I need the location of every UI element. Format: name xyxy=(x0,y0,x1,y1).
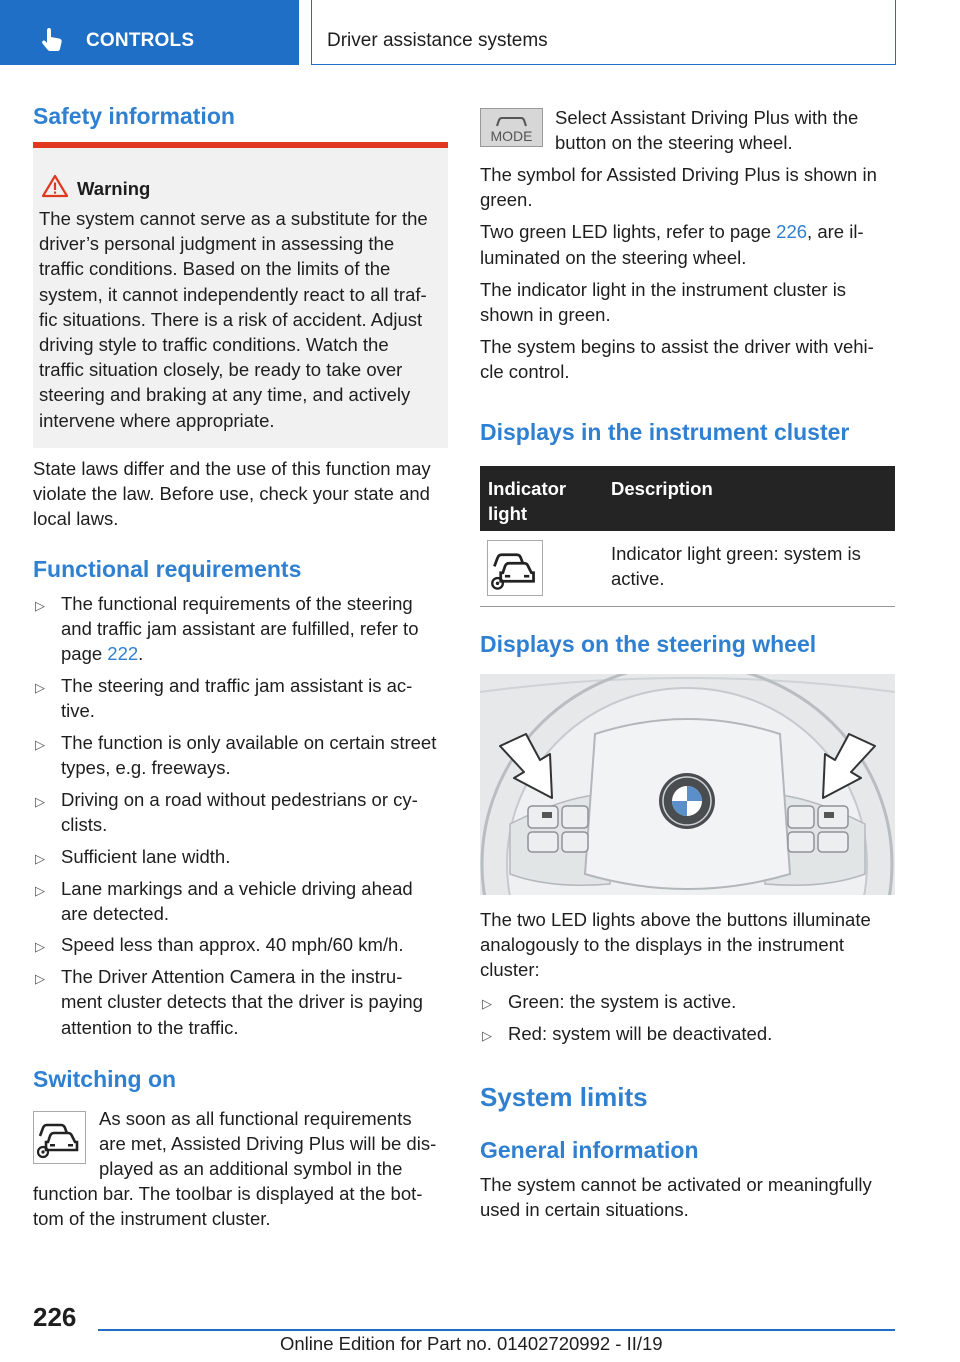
text-line: luminated on the steering wheel. xyxy=(480,246,747,268)
warning-line: driving style to traffic conditions. Watch the xyxy=(39,334,389,356)
page-link-222[interactable]: 222 xyxy=(107,643,139,665)
text-line: Speed less than approx. 40 mph/60 km/h. xyxy=(61,934,404,956)
hand-pointer-icon xyxy=(40,26,66,52)
general-information-paragraph xyxy=(480,1172,900,1222)
chapter-title: Driver assistance systems xyxy=(327,30,548,51)
chapter-title-box xyxy=(311,0,896,65)
bullet-triangle-icon: ▷ xyxy=(35,939,45,955)
steering-wheel-illustration xyxy=(480,674,895,895)
text-line: attention to the traffic. xyxy=(61,1016,239,1038)
bullet-triangle-icon: ▷ xyxy=(35,598,45,613)
text-line xyxy=(480,219,900,244)
right-paragraphs xyxy=(480,162,900,385)
text-line: The indicator light in the instrument cluster is xyxy=(480,278,847,300)
text-line: Red: system will be deactivated. xyxy=(508,1022,773,1044)
text-line: clists. xyxy=(61,814,108,836)
text-fragment: Two green LED lights, refer to page xyxy=(480,221,777,243)
page-number: 226 xyxy=(33,1302,77,1332)
mode-button-icon xyxy=(480,108,543,147)
table-cell-description xyxy=(611,541,891,591)
bullet-triangle-icon: ▷ xyxy=(482,1027,492,1043)
text-line: Green: the system is active. xyxy=(508,991,737,1012)
text-line: Indicator light green: system is xyxy=(611,543,861,564)
text-line: Sufficient lane width. xyxy=(61,845,231,867)
list-item xyxy=(33,591,451,667)
displays-wheel-heading: Displays on the steering wheel xyxy=(480,631,817,657)
text-line: As soon as all functional requirements xyxy=(99,1108,412,1129)
list-item xyxy=(33,876,451,926)
warning-line: traffic situation closely, be ready to take over xyxy=(39,359,403,381)
functional-requirements-heading: Functional requirements xyxy=(33,556,302,582)
bullet-triangle-icon: ▷ xyxy=(35,971,45,987)
bullet-triangle-icon: ▷ xyxy=(35,680,45,696)
text-line: shown in green. xyxy=(480,304,611,326)
section-tab[interactable] xyxy=(0,0,299,65)
warning-line: fic situations. There is a risk of accident. Adjust xyxy=(39,308,423,330)
text-line: types, e.g. freeways. xyxy=(61,757,231,779)
text-line: used in certain situations. xyxy=(480,1199,689,1221)
text-line: cle control. xyxy=(480,361,570,383)
footer-divider xyxy=(98,1329,895,1331)
warning-box xyxy=(33,142,448,448)
warning-triangle-icon xyxy=(41,174,69,198)
text-line: Indicator xyxy=(488,478,567,499)
text-line: light xyxy=(488,503,528,524)
bullet-triangle-icon: ▷ xyxy=(482,996,492,1011)
list-item xyxy=(480,1021,895,1046)
indicator-table xyxy=(480,466,895,607)
functional-requirements-list xyxy=(33,591,451,1046)
list-item xyxy=(33,787,451,837)
text-line: The function is only available on certain street xyxy=(61,732,437,754)
text-line: The symbol for Assisted Driving Plus is shown in xyxy=(480,164,877,185)
list-item xyxy=(480,989,895,1014)
bullet-triangle-icon: ▷ xyxy=(35,793,45,809)
table-row xyxy=(480,531,895,607)
led-description xyxy=(480,907,900,983)
page-link-226[interactable]: 226 xyxy=(776,221,808,243)
warning-line: The system cannot serve as a substitute for the xyxy=(39,208,428,229)
assisted-driving-indicator-icon xyxy=(487,540,543,596)
text-line: ment cluster detects that the driver is paying xyxy=(61,991,423,1013)
list-item xyxy=(33,673,451,723)
switching-on-paragraph-top xyxy=(99,1106,449,1182)
displays-cluster-heading: Displays in the instrument cluster xyxy=(480,419,850,445)
text-line: The steering and traffic jam assistant is ac‐ xyxy=(61,675,413,697)
text-line: function bar. The toolbar is displayed at the bot‐ xyxy=(33,1183,423,1204)
text-line: active. xyxy=(611,568,665,590)
column-header-indicator xyxy=(488,476,588,526)
text-line: tive. xyxy=(61,700,95,722)
text-line: Driving on a road without pedestrians or cy‐ xyxy=(61,788,418,810)
section-label: CONTROLS xyxy=(86,30,195,51)
bullet-triangle-icon: ▷ xyxy=(35,737,45,753)
system-limits-heading: System limits xyxy=(480,1082,648,1112)
warning-text xyxy=(39,206,447,433)
text-line: The two LED lights above the buttons illuminate xyxy=(480,909,871,930)
text-line: are detected. xyxy=(61,902,169,924)
text-line: are met, Assisted Driving Plus will be dis‐ xyxy=(99,1133,437,1155)
text-line: The Driver Attention Camera in the instru‐ xyxy=(61,966,403,988)
text-line: and traffic jam assistant are fulfilled, refer to xyxy=(61,618,419,640)
warning-line: traffic conditions. Based on the limits of the xyxy=(39,258,391,280)
text-line: State laws differ and the use of this function may xyxy=(33,458,431,479)
state-laws-paragraph xyxy=(33,456,448,532)
warning-line: steering and braking at any time, and actively xyxy=(39,384,411,406)
switching-on-paragraph-bottom xyxy=(33,1181,453,1231)
text-line: played as an additional symbol in the xyxy=(99,1158,403,1180)
warning-title: Warning xyxy=(77,178,151,199)
table-header xyxy=(480,466,895,531)
warning-line: driver’s personal judgment in assessing the xyxy=(39,233,395,255)
warning-line: system, it cannot independently react to all traf‐ xyxy=(39,283,427,305)
text-line: local laws. xyxy=(33,508,119,530)
text-line: Lane markings and a vehicle driving ahead xyxy=(61,877,413,899)
led-status-list xyxy=(480,989,895,1052)
list-item xyxy=(33,932,451,957)
warning-line: intervene where appropriate. xyxy=(39,409,275,431)
text-line: The system begins to assist the driver with vehi‐ xyxy=(480,336,874,358)
select-paragraph xyxy=(555,105,895,155)
mode-button-label: MODE xyxy=(490,128,533,144)
text-line: green. xyxy=(480,189,533,211)
column-header-description: Description xyxy=(611,478,713,499)
list-item xyxy=(33,844,451,869)
text-line: Select Assistant Driving Plus with the xyxy=(555,107,859,128)
bullet-triangle-icon: ▷ xyxy=(35,882,45,898)
text-line: The functional requirements of the steering xyxy=(61,593,413,614)
safety-heading: Safety information xyxy=(33,103,235,129)
switching-on-heading: Switching on xyxy=(33,1066,177,1092)
text-line: The system cannot be activated or meaningfully xyxy=(480,1174,872,1195)
text-fragment: , are il‐ xyxy=(807,221,864,243)
text-line xyxy=(61,641,451,666)
text-fragment: page xyxy=(61,643,108,665)
general-information-heading: General information xyxy=(480,1137,699,1163)
list-item xyxy=(33,730,451,780)
text-line: button on the steering wheel. xyxy=(555,132,793,154)
bullet-triangle-icon: ▷ xyxy=(35,850,45,866)
text-fragment: . xyxy=(138,643,144,665)
text-line: violate the law. Before use, check your state and xyxy=(33,483,430,505)
text-line: tom of the instrument cluster. xyxy=(33,1208,271,1230)
text-line: analogously to the displays in the instrument xyxy=(480,934,845,956)
edition-text: Online Edition for Part no. 01402720992 - II/19 xyxy=(280,1333,663,1354)
list-item xyxy=(33,964,451,1040)
text-line: cluster: xyxy=(480,959,540,981)
assisted-driving-symbol-icon xyxy=(33,1111,86,1164)
